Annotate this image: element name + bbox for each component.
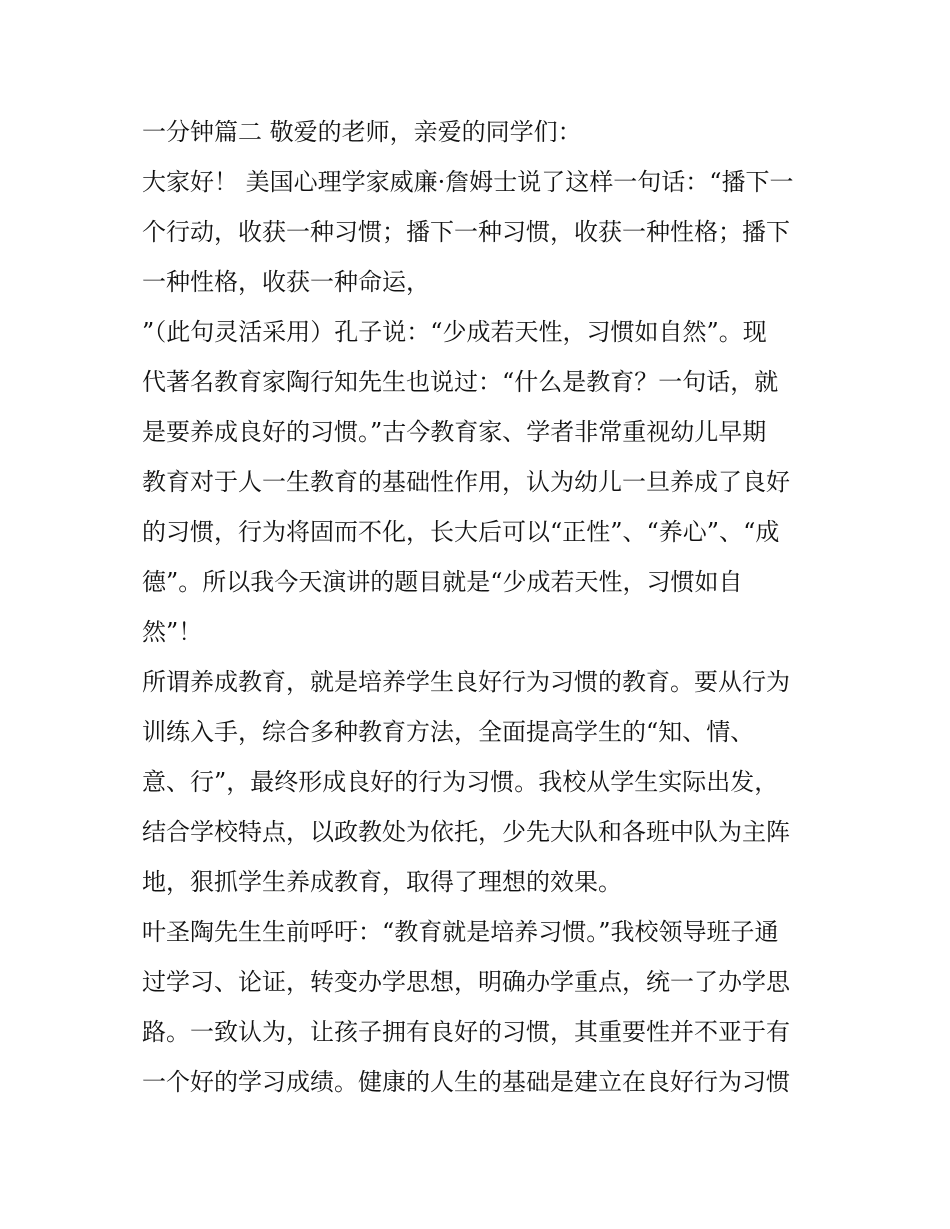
text-line: 代著名教育家陶行知先生也说过：“什么是教育？一句话，就 [142,368,779,396]
text-line: 地，狠抓学生养成教育，取得了理想的效果。 [142,868,622,896]
text-line: 结合学校特点，以政教处为依托，少先大队和各班中队为主阵 [142,818,790,846]
text-line: 训练入手，综合多种教育方法，全面提高学生的“知、情、 [142,718,755,746]
text-line: 教育对于人一生教育的基础性作用，认为幼儿一旦养成了良好 [142,468,790,496]
text-line: 过学习、论证，转变办学思想，明确办学重点，统一了办学思 [142,968,790,996]
text-line: ”（此句灵活采用）孔子说：“少成若天性，习惯如自然”。现 [142,318,767,346]
text-line: 叶圣陶先生生前呼吁：“教育就是培养习惯。”我校领导班子通 [142,918,779,946]
text-line: 大家好！ 美国心理学家威廉·詹姆士说了这样一句话：“播下一 [142,168,794,196]
text-line: 所谓养成教育，就是培养学生良好行为习惯的教育。要从行为 [142,668,790,696]
text-line: 路。一致认为，让孩子拥有良好的习惯，其重要性并不亚于有 [142,1018,790,1046]
text-line: 个行动，收获一种习惯；播下一种习惯，收获一种性格；播下 [142,218,790,246]
text-line: 是要养成良好的习惯。”古今教育家、学者非常重视幼儿早期 [142,418,767,446]
text-line: 然”！ [142,618,203,646]
text-line: 一个好的学习成绩。健康的人生的基础是建立在良好行为习惯 [142,1068,790,1096]
text-line: 意、行”，最终形成良好的行为习惯。我校从学生实际出发， [142,768,779,796]
text-line: 一种性格，收获一种命运， [142,268,430,296]
text-line: 德”。所以我今天演讲的题目就是“少成若天性，习惯如自 [142,568,743,596]
text-line: 的习惯，行为将固而不化，长大后可以“正性”、“养心”、“成 [142,518,780,546]
text-line: 一分钟篇二 敬爱的老师，亲爱的同学们： [142,118,582,146]
